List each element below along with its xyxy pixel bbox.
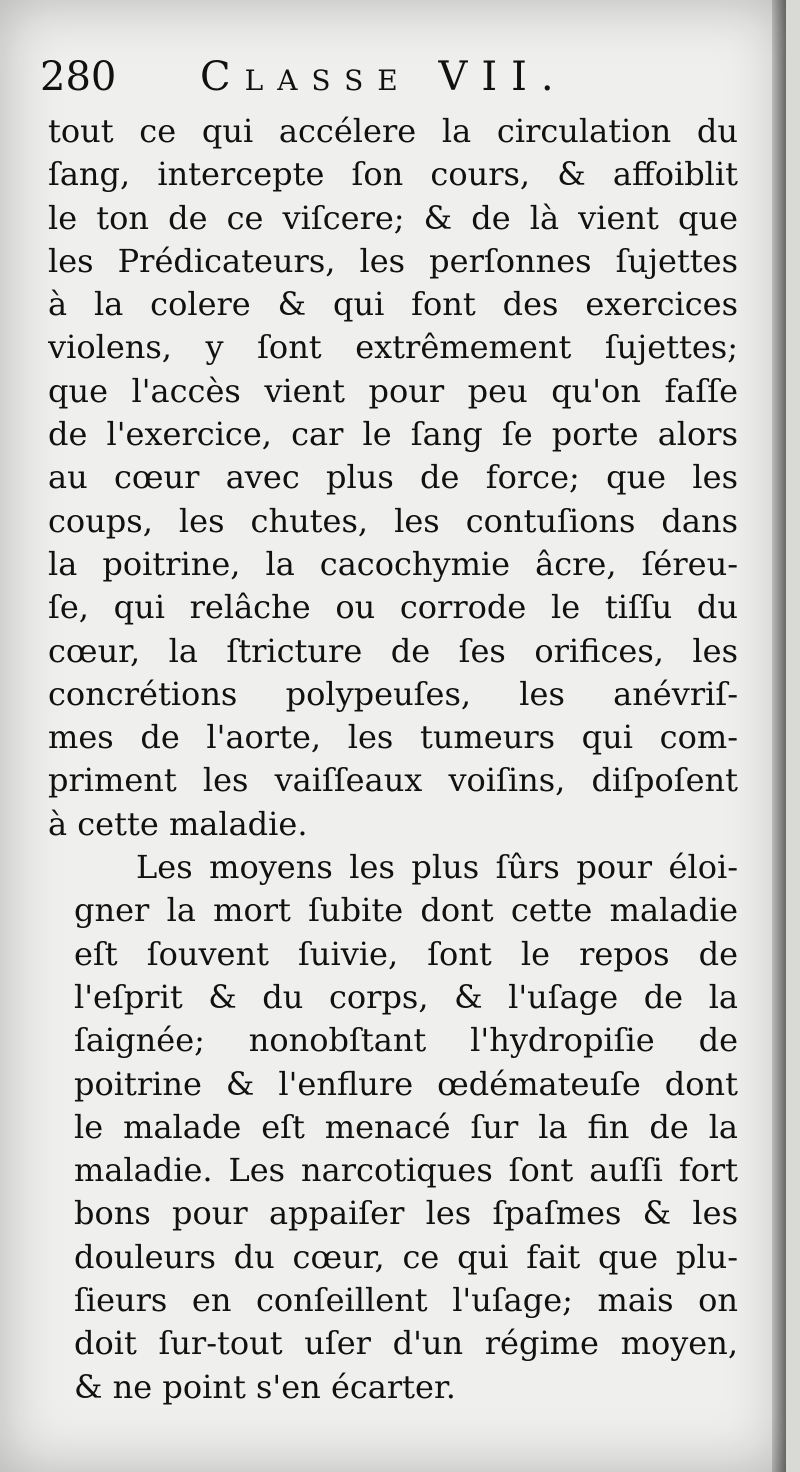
text-line: concrétions polypeuſes, les anévriſ-	[48, 674, 738, 713]
paragraph-2	[74, 846, 738, 1409]
text-line: violens, y ſont extrêmement ſujettes;	[48, 328, 738, 367]
page-number: 280	[40, 54, 117, 100]
text-line: ſang, intercepte ſon cours, & affoiblit	[48, 155, 738, 194]
text-line: Les moyens les plus ſûrs pour éloi-	[136, 848, 738, 887]
running-head: Classe VII.	[200, 54, 568, 100]
text-line: priment les vaiſſeaux voiſins, diſpoſent	[48, 761, 738, 800]
text-line: de l'exercice, car le ſang ſe porte alors	[48, 415, 738, 454]
text-line: à cette maladie.	[48, 804, 308, 843]
text-line: bons pour appaiſer les ſpaſmes & les	[74, 1194, 738, 1233]
text-line: le ton de ce viſcere; & de là vient que	[48, 198, 738, 237]
text-line: l'eſprit & du corps, & l'uſage de la	[74, 977, 738, 1016]
text-line: douleurs du cœur, ce qui fait que plu-	[74, 1237, 738, 1276]
text-line: la poitrine, la cacochymie âcre, ſéreu-	[48, 544, 738, 583]
page-edge	[786, 0, 800, 1472]
page-header	[40, 52, 740, 102]
text-line: mes de l'aorte, les tumeurs qui com-	[48, 718, 738, 757]
text-line: cœur, la ſtricture de ſes orifices, les	[48, 631, 738, 670]
paragraph-1	[48, 110, 738, 846]
text-line: eſt ſouvent ſuivie, ſont le repos de	[74, 934, 738, 973]
text-line: & ne point s'en écarter.	[74, 1367, 456, 1406]
text-line: gner la mort ſubite dont cette maladie	[74, 891, 738, 930]
text-line: poitrine & l'enflure œdémateuſe dont	[74, 1064, 738, 1103]
text-line: que l'accès vient pour peu qu'on faſſe	[48, 371, 738, 410]
text-line: coups, les chutes, les contuſions dans	[48, 501, 738, 540]
text-line: tout ce qui accélere la circulation du	[48, 112, 738, 150]
text-line: à la colere & qui font des exercices	[48, 285, 738, 324]
text-line: ſe, qui relâche ou corrode le tiſſu du	[48, 588, 738, 627]
text-line: le malade eſt menacé ſur la fin de la	[74, 1107, 738, 1146]
text-line: ſaignée; nonobſtant l'hydropiſie de	[74, 1021, 738, 1060]
text-line: doit ſur-tout uſer d'un régime moyen,	[74, 1324, 738, 1363]
text-line: au cœur avec plus de force; que les	[48, 458, 738, 497]
text-line: ſieurs en conſeillent l'uſage; mais on	[74, 1281, 738, 1320]
body-text	[48, 110, 738, 1409]
text-line: maladie. Les narcotiques ſont auſſi fort	[74, 1151, 738, 1190]
text-line: les Prédicateurs, les perſonnes ſujettes	[48, 241, 738, 280]
